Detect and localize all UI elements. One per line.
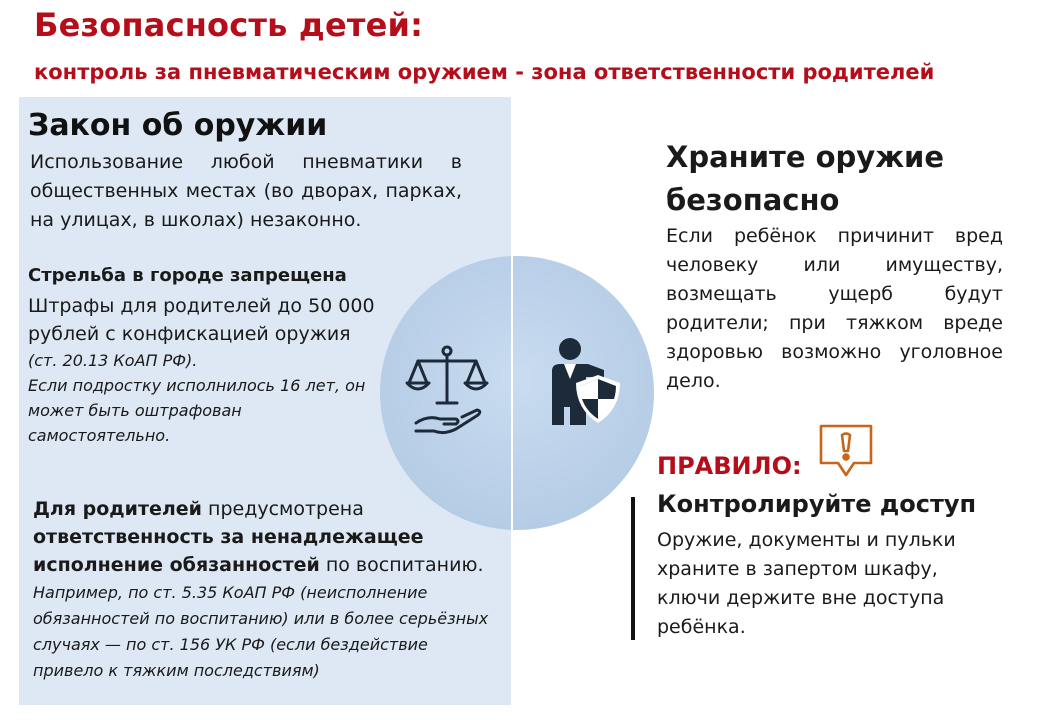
storage-heading-line1: Храните оружие — [666, 140, 945, 174]
storage-heading-line2: безопасно — [666, 183, 840, 217]
parents-mid: предусмотрена — [201, 498, 364, 520]
rule-divider — [631, 497, 635, 640]
rule-heading: Контролируйте доступ — [657, 490, 977, 518]
parents-responsibility — [33, 495, 493, 579]
warning-sign-icon — [818, 423, 874, 479]
parents-lead: Для родителей — [33, 498, 202, 520]
storage-text: Если ребёнок причинит вред человеку или имуществу, возмещать ущерб будут родители; при тяжком вреде здоровью возможно уголовное дело. — [666, 225, 1003, 392]
parents-responsibility-bold: ответственность за ненадлежащее исполнение обязанностей — [33, 526, 424, 576]
article-reference: (ст. 20.13 КоАП РФ). — [28, 351, 198, 370]
law-text: Использование любой пневматики в общественных местах (во дворах, парках, на улицах, в школах) незаконно. — [30, 151, 462, 231]
rule-label: ПРАВИЛО: — [657, 452, 802, 480]
parents-note: Например, по ст. 5.35 КоАП РФ (неисполнение обязанностей по воспитанию) или в более серьёзных случаях — по ст. 156 УК РФ (если бездействие привело к тяжким последствиям) — [33, 583, 489, 680]
person-with-shield-icon — [548, 337, 628, 427]
law-heading: Закон об оружии — [28, 108, 328, 143]
page-subtitle: контроль за пневматическим оружием - зона ответственности родителей — [34, 60, 935, 84]
shooting-heading: Стрельба в городе запрещена — [28, 265, 347, 286]
teen-note: Если подростку исполнилось 16 лет, он может быть оштрафован самостоятельно. — [28, 376, 366, 445]
scales-of-justice-icon — [404, 343, 490, 435]
circle-divider — [511, 256, 513, 530]
shooting-text: Штрафы для родителей до 50 000 рублей с конфискацией оружия — [28, 295, 375, 345]
parents-end: по воспитанию. — [319, 554, 484, 576]
rule-text: Оружие, документы и пульки храните в запертом шкафу, ключи держите вне доступа ребёнка. — [657, 529, 956, 638]
page-title: Безопасность детей: — [34, 6, 424, 44]
shooting-note — [28, 348, 378, 448]
storage-heading — [666, 136, 986, 222]
